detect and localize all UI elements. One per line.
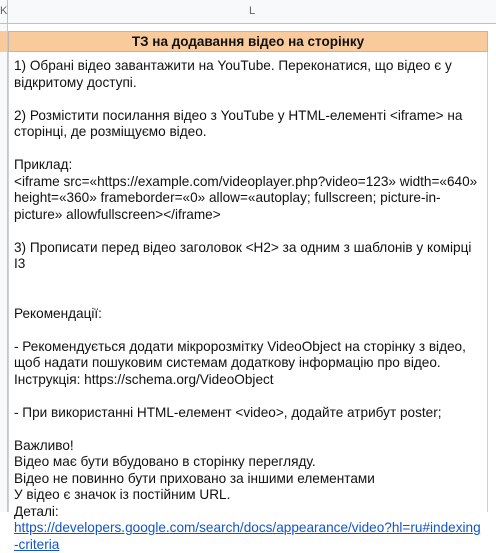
example-label: Приклад: bbox=[14, 157, 73, 172]
important-2-text: Відео не повинно бути приховано за іншими елементами bbox=[14, 470, 375, 486]
column-header-k[interactable]: K bbox=[0, 0, 8, 23]
content-cell[interactable] bbox=[8, 52, 488, 552]
important-label: Важливо! bbox=[14, 437, 74, 453]
example-code: <iframe src=«https://example.com/videoplayer.php?video=123» width=«640» height=«360» frameborder=«0» allow=«autoplay; fullscreen; picture-in-picture» allowfullscreen></iframe> bbox=[14, 173, 482, 222]
details-link[interactable]: https://developers.google.com/search/docs/appearance/video?hl=ru#indexing-criteria bbox=[14, 520, 481, 552]
recommendation-1-instruction: Інструкція: https://schema.org/VideoObject bbox=[14, 371, 274, 387]
recommendation-2-text: - При використанні HTML-елемент <video>, додайте атрибут poster; bbox=[14, 404, 442, 420]
step-1-text: 1) Обрані відео завантажити на YouTube. Переконатися, що відео є у відкритому доступі. bbox=[14, 58, 456, 90]
important-3-text: У відео є значок із постійним URL. bbox=[14, 487, 231, 502]
title-cell[interactable]: ТЗ на додавання відео на сторінку bbox=[8, 31, 488, 52]
important-1-text: Відео має бути вбудовано в сторінку перегляду. bbox=[14, 454, 316, 469]
recommendations-label: Рекомендації: bbox=[14, 305, 102, 321]
column-header-row bbox=[0, 0, 496, 24]
column-k-cells[interactable] bbox=[0, 24, 8, 512]
column-k-title-cell[interactable] bbox=[0, 31, 7, 52]
column-header-l[interactable]: L bbox=[248, 5, 256, 17]
right-edge bbox=[488, 24, 496, 512]
step-2-text: 2) Розмістити посилання відео з YouTube у HTML-елементі <iframe> на сторінці, де розміщуємо відео. bbox=[14, 107, 467, 139]
step-3-text: 3) Прописати перед відео заголовок <H2> за одним з шаблонів у комірці I3 bbox=[14, 239, 476, 271]
recommendation-1-text: - Рекомендується додати мікророзмітку VideoObject на сторінку з відео, щоб надати пошуковим системам додаткову інформацію про відео. bbox=[14, 338, 470, 370]
details-label: Деталі: bbox=[14, 503, 59, 519]
